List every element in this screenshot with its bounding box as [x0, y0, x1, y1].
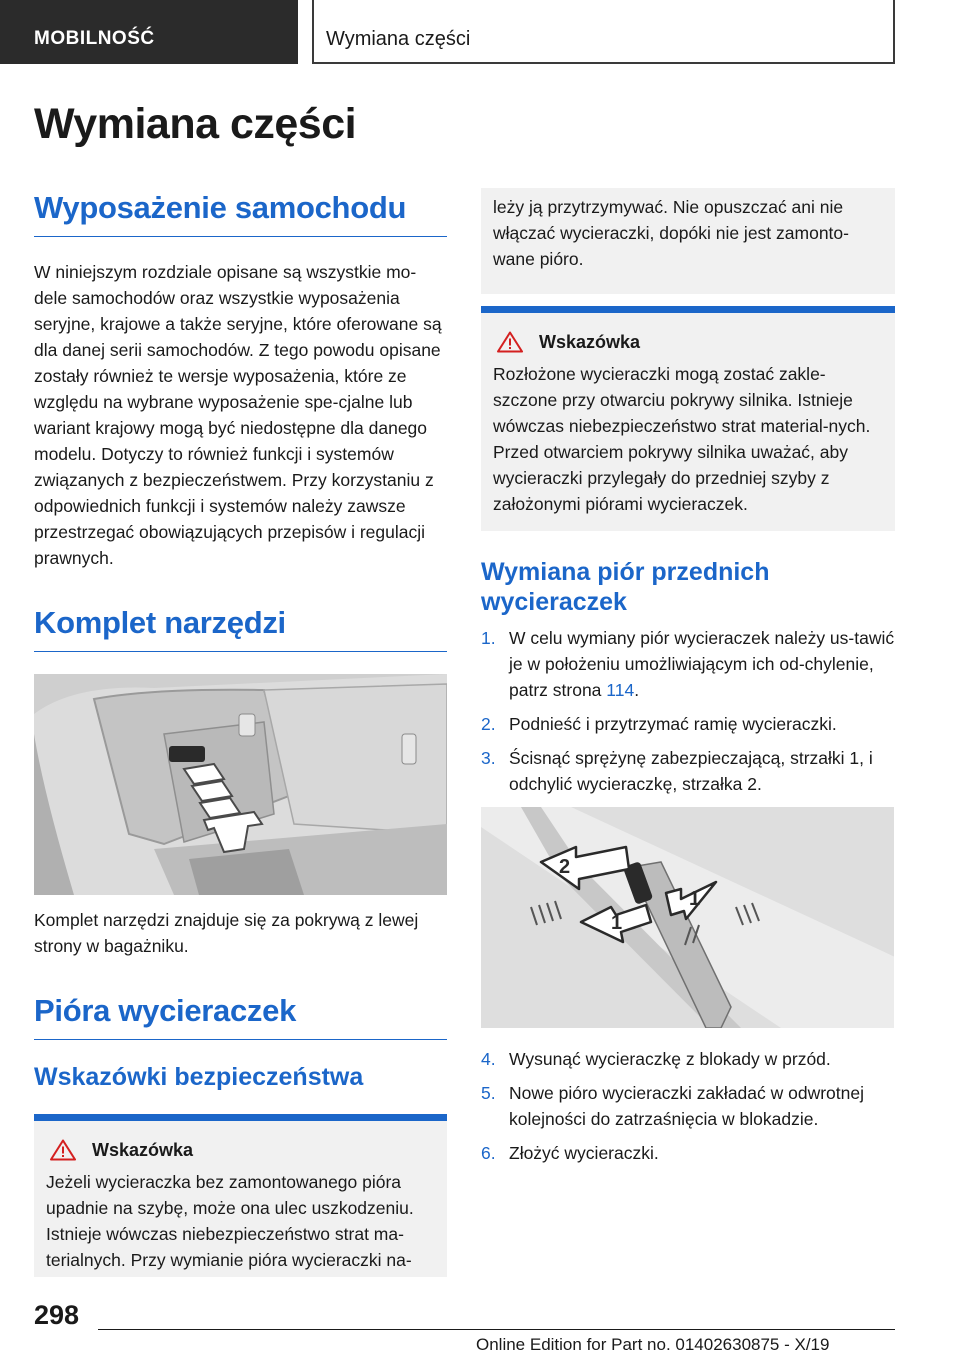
notice-label: Wskazówka	[92, 1139, 194, 1160]
step-item	[481, 625, 895, 703]
arrow-label: 1	[611, 912, 623, 934]
safety-heading: Wskazówki bezpieczeństwa	[34, 1063, 364, 1091]
notice-text: Rozłożone wycieraczki mogą zostać zakle-szczone przy otwarciu pokrywy silnika. Istnieje wówczas niebezpieczeństwo strat material-nych. Przed otwarciem pokrywy silnika uważać, aby wycieraczki przylegały do przedniej szyby z założonymi piórami wycieraczek.	[493, 364, 871, 514]
page-number: 298	[34, 1300, 80, 1330]
right-column	[481, 188, 895, 1174]
step-text: Podnieść i przytrzymać ramię wycieraczki.	[509, 714, 837, 734]
step-text: Złożyć wycieraczki.	[509, 1143, 659, 1163]
step-item	[481, 745, 895, 797]
equipment-text: W niniejszym rozdziale opisane są wszystkie mo-dele samochodów oraz wszystkie wyposażenia seryjne, krajowe a także seryjne, które oferowane są dla danej serii samochodów. Z tego powodu opisane zostały również te wersje wyposażenia, które ze względu na wybrane wyposażenie spe-cjalne lub wariant krajowy mogą być niedostępne dla danego modelu. Dotyczy to również funkcji i systemów związanych z bezpieczeństwem. Przy korzystaniu z odpowiednich funkcji i systemów należy zawsze przestrzegać obowiązujących przepisów i regulacji prawnych.	[34, 262, 442, 568]
notice-box-1-continued	[481, 188, 895, 294]
arrow-label: 1	[689, 888, 701, 910]
front-wipers-heading: Wymiana piór przednich wycieraczek	[481, 558, 770, 616]
equipment-heading: Wyposażenie samochodu	[34, 190, 447, 237]
wiper-image	[481, 807, 894, 1028]
notice-body	[34, 1121, 447, 1277]
step-text: Wysunąć wycieraczkę z blokady w przód.	[509, 1049, 831, 1069]
header-section-label: MOBILNOŚĆ	[34, 28, 155, 49]
wipers-heading: Pióra wycieraczek	[34, 993, 447, 1040]
step-text: Ścisnąć sprężynę zabezpieczającą, strzałki 1, i odchylić wycieraczkę, strzałka 2.	[509, 748, 873, 794]
warning-triangle-icon	[50, 1139, 76, 1161]
step-number: 6.	[481, 1143, 496, 1163]
step-item	[481, 1080, 895, 1132]
notice-body	[481, 313, 895, 531]
steps-list-b	[481, 1046, 895, 1166]
notice-bar	[34, 1114, 447, 1121]
left-column	[34, 190, 447, 1277]
step-number: 4.	[481, 1049, 496, 1069]
notice-text: Jeżeli wycieraczka bez zamontowanego pióra upadnie na szybę, może ona ulec uszkodzeniu. Istnieje wówczas niebezpieczeństwo strat ma-terialnych. Przy wymianie pióra wycieraczki na-	[46, 1172, 414, 1270]
header-chapter-tab	[312, 0, 895, 64]
header-chapter-label: Wymiana części	[326, 28, 471, 50]
notice-box-1	[34, 1114, 447, 1277]
step-number: 5.	[481, 1083, 496, 1103]
notice-header	[46, 1139, 435, 1161]
toolkit-heading: Komplet narzędzi	[34, 605, 447, 652]
step-number: 2.	[481, 714, 496, 734]
page-title: Wymiana części	[34, 100, 357, 148]
notice-text-continued: leży ją przytrzymywać. Nie opuszczać ani nie włączać wycieraczki, dopóki nie jest zamonto-wane pióro.	[493, 197, 849, 269]
step-item	[481, 711, 895, 737]
step-text: Nowe pióro wycieraczki zakładać w odwrotnej kolejności do zatrzaśnięcia w blokadzie.	[509, 1083, 865, 1129]
header-section-tab	[0, 0, 298, 64]
toolkit-caption: Komplet narzędzi znajduje się za pokrywą z lewej strony w bagażniku.	[34, 910, 419, 956]
footer-edition: Online Edition for Part no. 01402630875 - X/19	[476, 1335, 830, 1354]
step-number: 1.	[481, 628, 496, 648]
step-item	[481, 1046, 895, 1072]
notice-label: Wskazówka	[539, 331, 641, 352]
wiper-illustration	[481, 807, 894, 1028]
notice-header	[493, 331, 883, 353]
steps-list-a	[481, 625, 895, 797]
warning-triangle-icon	[497, 331, 523, 353]
notice-bar	[481, 306, 895, 313]
arrow-label: 2	[559, 856, 571, 878]
toolkit-image	[34, 674, 447, 895]
notice-box-2	[481, 306, 895, 531]
step-item	[481, 1140, 895, 1166]
step-number: 3.	[481, 748, 496, 768]
trunk-illustration	[34, 674, 447, 895]
step-text: W celu wymiany piór wycieraczek należy us-tawić je w położeniu umożliwiającym ich od-chylenie, patrz strona 114.	[509, 628, 895, 700]
footer-divider	[98, 1329, 895, 1330]
page-link[interactable]: 114	[606, 680, 635, 700]
